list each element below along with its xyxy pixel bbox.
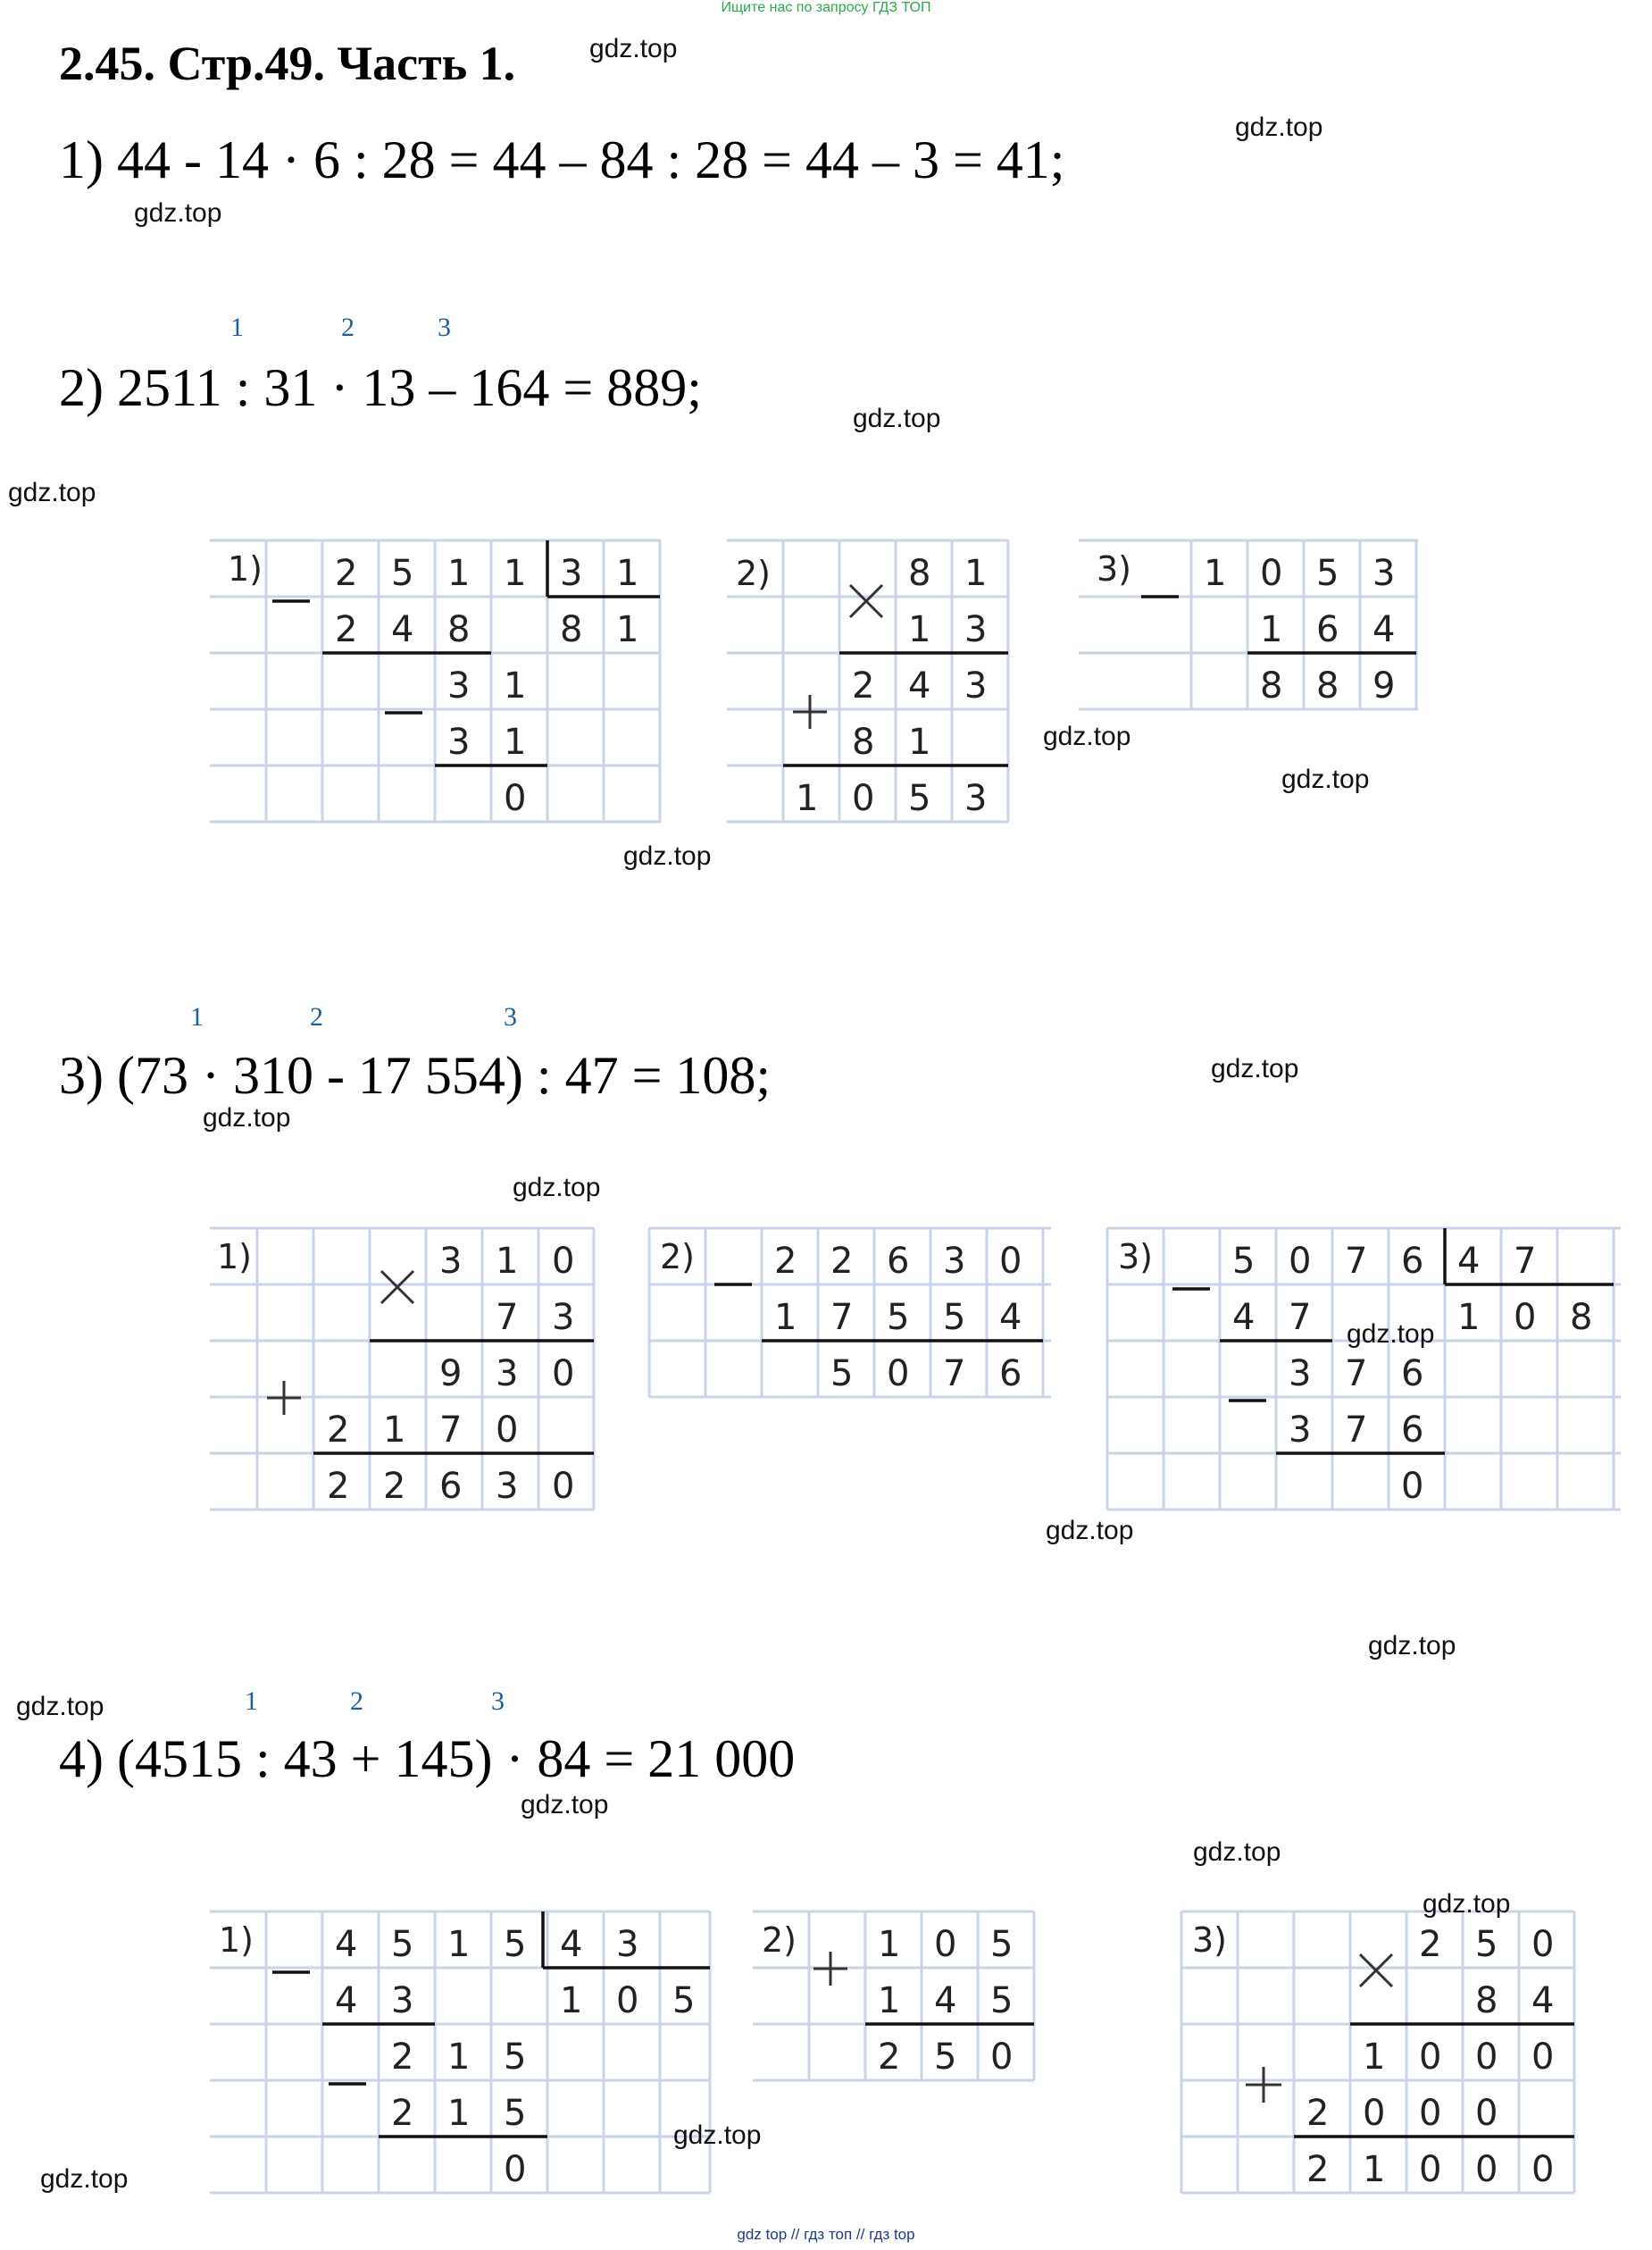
calc-label: 3) <box>1097 549 1132 589</box>
watermark: gdz.top <box>1193 1837 1281 1867</box>
calc-label: 2) <box>660 1237 696 1276</box>
watermark: gdz.top <box>623 841 712 871</box>
calc-addition-105-plus-145 <box>753 1911 1039 2095</box>
watermark: gdz.top <box>1211 1054 1299 1083</box>
calc-label: 1) <box>217 1237 253 1276</box>
watermark: gdz.top <box>513 1173 601 1202</box>
svg-text:0: 0 <box>1419 2037 1442 2078</box>
svg-text:4: 4 <box>908 665 931 707</box>
watermark: gdz.top <box>1347 1319 1435 1349</box>
svg-text:1: 1 <box>447 553 471 594</box>
order-mark-1: 1 <box>190 1002 204 1032</box>
svg-text:8: 8 <box>1570 1297 1593 1338</box>
svg-text:7: 7 <box>1289 1297 1312 1338</box>
order-mark-2: 2 <box>341 313 355 342</box>
svg-text:1: 1 <box>908 609 931 650</box>
svg-text:8: 8 <box>1260 665 1283 707</box>
svg-text:6: 6 <box>1401 1409 1424 1451</box>
order-mark-1: 1 <box>245 1686 258 1716</box>
svg-text:5: 5 <box>1232 1241 1256 1282</box>
watermark: gdz.top <box>1235 113 1323 142</box>
calc-division-2511-by-31 <box>210 540 665 831</box>
svg-text:3: 3 <box>496 1353 519 1394</box>
svg-text:1: 1 <box>1260 609 1283 650</box>
svg-text:7: 7 <box>1345 1241 1368 1282</box>
equation-4: 4) (4515 : 43 + 145) · 84 = 21 000 <box>59 1729 796 1788</box>
multiply-sign <box>381 1271 413 1303</box>
svg-text:1: 1 <box>1457 1297 1481 1338</box>
svg-text:0: 0 <box>496 1409 519 1451</box>
svg-text:0: 0 <box>504 778 527 819</box>
svg-text:3: 3 <box>964 609 988 650</box>
svg-text:3: 3 <box>1289 1353 1312 1394</box>
svg-text:0: 0 <box>1475 2149 1498 2190</box>
svg-text:3: 3 <box>1289 1409 1312 1451</box>
svg-text:0: 0 <box>1401 1466 1424 1507</box>
svg-text:1: 1 <box>964 553 988 594</box>
svg-text:0: 0 <box>1363 2093 1386 2134</box>
svg-text:3: 3 <box>616 1924 639 1965</box>
svg-text:5: 5 <box>943 1297 966 1338</box>
svg-text:5: 5 <box>934 2037 957 2078</box>
watermark: gdz.top <box>853 404 941 433</box>
svg-text:1: 1 <box>878 1980 901 2021</box>
svg-text:3: 3 <box>964 778 988 819</box>
svg-text:8: 8 <box>1316 665 1339 707</box>
svg-text:5: 5 <box>504 2093 527 2134</box>
svg-text:8: 8 <box>447 609 471 650</box>
svg-text:6: 6 <box>439 1466 463 1507</box>
svg-text:8: 8 <box>852 722 875 763</box>
watermark: gdz.top <box>589 34 678 63</box>
watermark: gdz.top <box>673 2120 762 2150</box>
calc-multiplication-310-by-73 <box>210 1228 603 1527</box>
svg-text:7: 7 <box>496 1297 519 1338</box>
svg-text:2: 2 <box>335 609 358 650</box>
svg-text:6: 6 <box>1316 609 1339 650</box>
svg-text:2: 2 <box>1419 1924 1442 1965</box>
plus-sign <box>1246 2067 1281 2103</box>
svg-text:2: 2 <box>1306 2149 1330 2190</box>
watermark: gdz.top <box>1046 1516 1134 1545</box>
svg-text:5: 5 <box>504 2037 527 2078</box>
bottom-banner[interactable]: gdz top // гдз топ // гдз top <box>737 2226 915 2243</box>
watermark: gdz.top <box>40 2164 129 2194</box>
calc-division-4515-by-43 <box>210 1911 714 2206</box>
svg-text:3: 3 <box>943 1241 966 1282</box>
svg-text:5: 5 <box>504 1924 527 1965</box>
order-mark-2: 2 <box>350 1686 363 1716</box>
svg-text:9: 9 <box>1372 665 1396 707</box>
svg-text:1: 1 <box>878 1924 901 1965</box>
svg-text:4: 4 <box>1232 1297 1256 1338</box>
svg-text:4: 4 <box>335 1924 358 1965</box>
svg-text:5: 5 <box>1475 1924 1498 1965</box>
svg-text:1: 1 <box>616 609 639 650</box>
order-mark-3: 3 <box>438 313 451 342</box>
watermark: gdz.top <box>1423 1889 1511 1919</box>
svg-text:1: 1 <box>796 778 819 819</box>
svg-text:4: 4 <box>1531 1980 1555 2021</box>
svg-text:3: 3 <box>964 665 988 707</box>
svg-text:0: 0 <box>1475 2037 1498 2078</box>
svg-text:0: 0 <box>552 1353 575 1394</box>
svg-text:5: 5 <box>830 1353 854 1394</box>
svg-text:5: 5 <box>1316 553 1339 594</box>
svg-text:7: 7 <box>943 1353 966 1394</box>
svg-text:5: 5 <box>990 1924 1014 1965</box>
svg-text:0: 0 <box>852 778 875 819</box>
svg-text:4: 4 <box>560 1924 583 1965</box>
watermark: gdz.top <box>134 198 222 228</box>
top-banner[interactable]: Ищите нас по запросу ГДЗ ТОП <box>721 0 931 15</box>
order-mark-1: 1 <box>230 313 244 342</box>
plus-sign <box>813 1952 847 1986</box>
svg-text:3: 3 <box>391 1980 414 2021</box>
svg-text:2: 2 <box>1306 2093 1330 2134</box>
svg-text:2: 2 <box>327 1466 350 1507</box>
equation-3: 3) (73 · 310 - 17 554) : 47 = 108; <box>59 1046 772 1105</box>
svg-text:3: 3 <box>439 1241 463 1282</box>
svg-text:7: 7 <box>830 1297 854 1338</box>
svg-text:5: 5 <box>391 553 414 594</box>
page-title: 2.45. Стр.49. Часть 1. <box>59 37 516 90</box>
svg-text:0: 0 <box>552 1241 575 1282</box>
svg-text:8: 8 <box>560 609 583 650</box>
svg-text:4: 4 <box>999 1297 1022 1338</box>
svg-text:3: 3 <box>560 553 583 594</box>
svg-text:3: 3 <box>1372 553 1396 594</box>
svg-text:2: 2 <box>852 665 875 707</box>
order-mark-3: 3 <box>504 1002 517 1032</box>
svg-text:6: 6 <box>887 1241 910 1282</box>
calc-label: 1) <box>228 549 263 589</box>
svg-text:0: 0 <box>1531 2149 1555 2190</box>
svg-text:1: 1 <box>447 1924 471 1965</box>
watermark: gdz.top <box>521 1790 609 1819</box>
svg-text:4: 4 <box>335 1980 358 2021</box>
svg-text:0: 0 <box>999 1241 1022 1282</box>
calc-label: 2) <box>762 1920 797 1960</box>
svg-text:4: 4 <box>1457 1241 1481 1282</box>
svg-text:1: 1 <box>383 1409 406 1451</box>
calc-multiplication-250-by-84 <box>1181 1911 1583 2211</box>
calc-label: 3) <box>1118 1237 1154 1276</box>
equation-1: 1) 44 - 14 · 6 : 28 = 44 – 84 : 28 = 44 – 3 = 41; <box>59 130 1065 189</box>
svg-text:2: 2 <box>774 1241 797 1282</box>
svg-text:5: 5 <box>391 1924 414 1965</box>
svg-text:0: 0 <box>990 2037 1014 2078</box>
order-mark-2: 2 <box>310 1002 323 1032</box>
svg-text:1: 1 <box>1363 2149 1386 2190</box>
svg-text:1: 1 <box>504 553 527 594</box>
svg-text:2: 2 <box>383 1466 406 1507</box>
watermark: gdz.top <box>203 1103 291 1133</box>
svg-text:2: 2 <box>878 2037 901 2078</box>
svg-text:0: 0 <box>1475 2093 1498 2134</box>
svg-text:1: 1 <box>1363 2037 1386 2078</box>
svg-text:1: 1 <box>616 553 639 594</box>
svg-text:6: 6 <box>1401 1353 1424 1394</box>
watermark: gdz.top <box>16 1692 104 1721</box>
svg-text:1: 1 <box>560 1980 583 2021</box>
svg-text:0: 0 <box>616 1980 639 2021</box>
svg-text:2: 2 <box>335 553 358 594</box>
svg-text:0: 0 <box>1419 2093 1442 2134</box>
calc-multiplication-81-by-13 <box>727 540 1013 840</box>
svg-text:0: 0 <box>1531 1924 1555 1965</box>
svg-text:0: 0 <box>887 1353 910 1394</box>
svg-text:7: 7 <box>439 1409 463 1451</box>
calc-subtraction-22630-minus-17554 <box>649 1228 1060 1411</box>
svg-text:8: 8 <box>1475 1980 1498 2021</box>
svg-text:1: 1 <box>504 665 527 707</box>
svg-text:2: 2 <box>391 2037 414 2078</box>
calc-subtraction-1053-minus-164 <box>1079 540 1427 724</box>
svg-text:5: 5 <box>990 1980 1014 2021</box>
svg-text:2: 2 <box>391 2093 414 2134</box>
order-mark-3: 3 <box>491 1686 505 1716</box>
svg-text:1: 1 <box>496 1241 519 1282</box>
multiply-sign <box>850 585 882 617</box>
svg-text:2: 2 <box>327 1409 350 1451</box>
watermark: gdz.top <box>1281 765 1370 794</box>
svg-text:1: 1 <box>504 722 527 763</box>
svg-text:0: 0 <box>1260 553 1283 594</box>
watermark: gdz.top <box>1043 722 1131 751</box>
equation-2: 2) 2511 : 31 · 13 – 164 = 889; <box>59 358 702 417</box>
svg-text:8: 8 <box>908 553 931 594</box>
calc-division-5076-by-47 <box>1107 1228 1625 1527</box>
watermark: gdz.top <box>8 478 96 507</box>
svg-text:5: 5 <box>908 778 931 819</box>
svg-text:1: 1 <box>908 722 931 763</box>
svg-text:0: 0 <box>934 1924 957 1965</box>
calc-label: 1) <box>219 1920 254 1960</box>
watermark: gdz.top <box>1368 1631 1456 1660</box>
svg-text:0: 0 <box>1289 1241 1312 1282</box>
svg-text:0: 0 <box>1514 1297 1537 1338</box>
svg-text:7: 7 <box>1514 1241 1537 1282</box>
calc-label: 2) <box>736 554 772 593</box>
plus-sign <box>267 1381 301 1415</box>
svg-text:4: 4 <box>1372 609 1396 650</box>
svg-text:7: 7 <box>1345 1353 1368 1394</box>
svg-text:0: 0 <box>1419 2149 1442 2190</box>
svg-text:3: 3 <box>552 1297 575 1338</box>
svg-text:6: 6 <box>1401 1241 1424 1282</box>
svg-text:6: 6 <box>999 1353 1022 1394</box>
svg-text:5: 5 <box>887 1297 910 1338</box>
multiply-sign <box>1360 1954 1392 1987</box>
svg-text:3: 3 <box>447 665 471 707</box>
svg-text:4: 4 <box>934 1980 957 2021</box>
svg-text:9: 9 <box>439 1353 463 1394</box>
svg-text:1: 1 <box>447 2093 471 2134</box>
svg-text:1: 1 <box>447 2037 471 2078</box>
plus-sign <box>793 695 827 729</box>
svg-text:1: 1 <box>1204 553 1227 594</box>
svg-text:7: 7 <box>1345 1409 1368 1451</box>
svg-text:0: 0 <box>552 1466 575 1507</box>
svg-text:5: 5 <box>672 1980 696 2021</box>
svg-text:3: 3 <box>447 722 471 763</box>
svg-text:2: 2 <box>830 1241 854 1282</box>
svg-text:0: 0 <box>504 2149 527 2190</box>
svg-text:3: 3 <box>496 1466 519 1507</box>
calc-label: 3) <box>1192 1920 1228 1960</box>
svg-text:0: 0 <box>1531 2037 1555 2078</box>
svg-text:1: 1 <box>774 1297 797 1338</box>
svg-text:4: 4 <box>391 609 414 650</box>
